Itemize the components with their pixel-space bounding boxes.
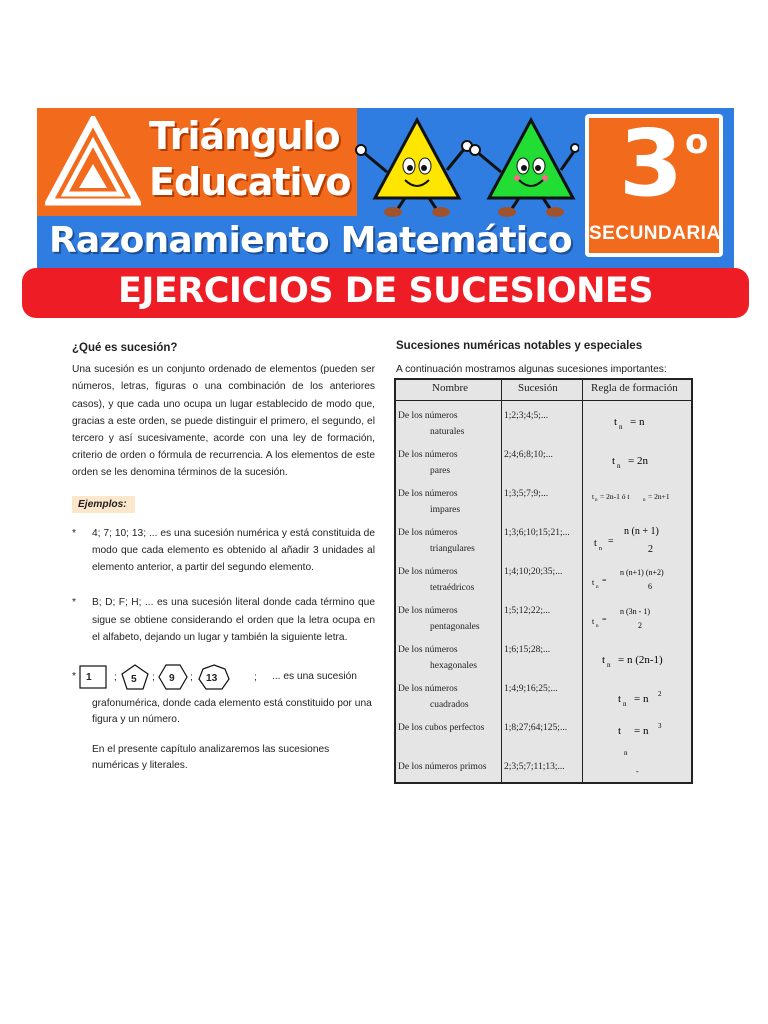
row-name-sub: naturales bbox=[430, 427, 465, 437]
question-heading: ¿Qué es sucesión? bbox=[72, 342, 178, 354]
svg-text:= 2n: = 2n bbox=[628, 455, 648, 467]
svg-text:-: - bbox=[636, 767, 639, 776]
row-rule bbox=[584, 604, 691, 643]
sequences-table bbox=[394, 378, 693, 784]
svg-text:n (n+1) (n+2): n (n+1) (n+2) bbox=[620, 568, 664, 577]
row-sequence: 1;2;3;4;5;... bbox=[504, 411, 549, 421]
row-sequence: 1;5;12;22;... bbox=[504, 606, 551, 616]
rule-formula-icon bbox=[584, 760, 691, 784]
svg-text:= n: = n bbox=[634, 693, 649, 705]
triangle-logo-icon bbox=[45, 116, 141, 208]
left-column bbox=[72, 340, 375, 774]
example-2-text: B; D; F; H; ... es una sucesión literal donde cada término que sigue se obtiene considerando el orden que la letra ocupa en el alfabeto, dejando un lugar y también la siguiente letra. bbox=[92, 597, 375, 643]
table-row bbox=[396, 760, 691, 799]
rule-formula-icon bbox=[584, 565, 691, 604]
separator: ; bbox=[254, 672, 257, 684]
row-rule bbox=[584, 526, 691, 565]
svg-text:n: n bbox=[596, 624, 599, 629]
svg-text:n (3n - 1): n (3n - 1) bbox=[620, 607, 650, 616]
page-title: EJERCICIOS DE SUCESIONES bbox=[117, 271, 654, 311]
svg-text:= 2n-1 ó t: = 2n-1 ó t bbox=[600, 492, 630, 501]
table-row bbox=[396, 643, 691, 682]
rule-formula-icon bbox=[584, 721, 691, 760]
svg-text:= 2n+1: = 2n+1 bbox=[648, 492, 670, 501]
table-row bbox=[396, 487, 691, 526]
svg-text:=: = bbox=[602, 576, 607, 585]
row-rule bbox=[584, 760, 691, 799]
row-name: De los números bbox=[398, 645, 458, 655]
row-name-sub: cuadrados bbox=[430, 700, 469, 710]
svg-text:= n: = n bbox=[630, 416, 645, 428]
grade-degree: o bbox=[685, 122, 709, 162]
row-name: De los números bbox=[398, 450, 458, 460]
row-sequence: 1;6;15;28;... bbox=[504, 645, 551, 655]
table-row bbox=[396, 682, 691, 721]
row-name: De los cubos perfectos bbox=[398, 723, 485, 733]
rule-formula-icon bbox=[584, 448, 691, 487]
svg-text:3: 3 bbox=[658, 722, 662, 730]
shape-number-1: 1 bbox=[86, 672, 92, 684]
row-name-sub: impares bbox=[430, 505, 461, 515]
rule-formula-icon bbox=[584, 409, 691, 448]
example-2 bbox=[72, 594, 375, 646]
shape-number-13: 13 bbox=[206, 673, 218, 685]
table-row bbox=[396, 448, 691, 487]
example-3-text: grafonumérica, donde cada elemento está constituido por una figura y un número. bbox=[92, 698, 372, 726]
subject-title: Razonamiento Matemático bbox=[49, 220, 572, 261]
svg-text:t: t bbox=[592, 617, 595, 626]
row-sequence: 1;3;5;7;9;... bbox=[504, 489, 549, 499]
row-name: De los números primos bbox=[398, 762, 487, 772]
table-header-sequence: Sucesión bbox=[518, 382, 558, 394]
right-intro: A continuación mostramos algunas sucesiones importantes: bbox=[396, 364, 667, 375]
example-3-shapes bbox=[72, 664, 375, 690]
separator: ; bbox=[114, 672, 117, 684]
definition-paragraph: Una sucesión es un conjunto ordenado de elementos (pueden ser números, letras, figuras o una combinación de los anteriores casos), y que cada uno ocupa un lugar establecido de modo que, gracias a este orden, se puede distinguir el primero, el segundo, el tercero y así sucesivamente, acorde con una ley de formación, criterio de orden o fórmula de recurrencia. A los elementos de este orden se les denomina términos de la sucesión. bbox=[72, 364, 375, 479]
svg-text:2: 2 bbox=[648, 544, 653, 555]
svg-text:n: n bbox=[617, 462, 621, 470]
table-row bbox=[396, 409, 691, 448]
row-sequence: 1;3;6;10;15;21;... bbox=[504, 528, 570, 538]
examples-label-wrap bbox=[72, 496, 375, 513]
svg-text:n: n bbox=[624, 749, 628, 757]
svg-text:t: t bbox=[592, 492, 595, 501]
rule-formula-icon bbox=[584, 604, 691, 643]
row-rule bbox=[584, 409, 691, 448]
row-rule bbox=[584, 643, 691, 682]
shape-number-5: 5 bbox=[131, 674, 137, 686]
row-sequence: 1;8;27;64;125;... bbox=[504, 723, 568, 733]
row-name-sub: tetraédricos bbox=[430, 583, 475, 593]
svg-text:t: t bbox=[594, 538, 597, 549]
logo-line-2: Educativo bbox=[149, 160, 351, 204]
svg-text:t: t bbox=[612, 455, 616, 467]
table-row bbox=[396, 604, 691, 643]
svg-text:2: 2 bbox=[638, 621, 642, 630]
row-rule bbox=[584, 487, 691, 526]
svg-text:2: 2 bbox=[658, 690, 662, 698]
bullet-star: * bbox=[72, 597, 76, 609]
bullet-star: * bbox=[72, 671, 76, 683]
logo-box bbox=[37, 108, 357, 216]
row-name: De los números bbox=[398, 684, 458, 694]
svg-text:n: n bbox=[643, 498, 646, 503]
row-name: De los números bbox=[398, 528, 458, 538]
table-row bbox=[396, 526, 691, 565]
square-shape-icon bbox=[78, 664, 112, 690]
rule-formula-icon bbox=[584, 682, 691, 721]
row-name-sub: triangulares bbox=[430, 544, 475, 554]
row-name: De los números bbox=[398, 606, 458, 616]
row-sequence: 1;4;9;16;25;... bbox=[504, 684, 558, 694]
grade-badge bbox=[585, 110, 723, 257]
rule-formula-icon bbox=[584, 643, 691, 682]
table-header-name: Nombre bbox=[432, 382, 469, 394]
table-row bbox=[396, 721, 691, 760]
svg-text:t: t bbox=[618, 693, 622, 705]
svg-text:n: n bbox=[599, 546, 602, 552]
svg-text:t: t bbox=[602, 654, 606, 666]
row-rule bbox=[584, 565, 691, 604]
grade-number: 3 bbox=[619, 110, 684, 217]
row-rule bbox=[584, 448, 691, 487]
svg-text:t: t bbox=[614, 416, 618, 428]
svg-text:n: n bbox=[595, 498, 598, 503]
triangle-mascots-icon bbox=[349, 112, 579, 220]
svg-text:=: = bbox=[608, 536, 614, 547]
example-1-text: 4; 7; 10; 13; ... es una sucesión numérica y está constituida de modo que cada elemento es obtenido al añadir 3 unidades al elemento anterior, a partir del segundo elemento. bbox=[92, 527, 375, 574]
svg-text:t: t bbox=[592, 578, 595, 587]
rule-formula-icon bbox=[584, 526, 691, 565]
svg-text:= n (2n-1): = n (2n-1) bbox=[618, 654, 663, 666]
svg-text:n: n bbox=[619, 423, 623, 431]
row-name: De los números bbox=[398, 411, 458, 421]
row-name: De los números bbox=[398, 567, 458, 577]
closing-paragraph: En el presente capítulo analizaremos las sucesiones numéricas y literales. bbox=[92, 744, 330, 772]
svg-text:6: 6 bbox=[648, 582, 652, 591]
svg-text:n: n bbox=[607, 661, 611, 669]
row-sequence: 1;4;10;20;35;... bbox=[504, 567, 563, 577]
row-name: De los números bbox=[398, 489, 458, 499]
svg-text:t: t bbox=[618, 725, 622, 737]
row-name-sub: pares bbox=[430, 466, 451, 476]
example-1 bbox=[72, 525, 375, 577]
svg-text:n: n bbox=[596, 585, 599, 590]
svg-text:n: n bbox=[623, 700, 627, 708]
right-heading: Sucesiones numéricas notables y especiales bbox=[396, 340, 643, 352]
svg-text:n (n + 1): n (n + 1) bbox=[624, 526, 659, 537]
row-name-sub: hexagonales bbox=[430, 661, 477, 671]
row-name-sub: pentagonales bbox=[430, 622, 480, 632]
svg-text:= n: = n bbox=[634, 725, 649, 737]
bullet-star: * bbox=[72, 527, 76, 539]
row-rule bbox=[584, 682, 691, 721]
row-sequence: 2;4;6;8;10;... bbox=[504, 450, 553, 460]
row-rule bbox=[584, 721, 691, 760]
table-header-rule bbox=[396, 400, 691, 401]
separator: ; bbox=[190, 672, 193, 684]
table-header-rule-label: Regla de formación bbox=[591, 382, 678, 394]
table-row bbox=[396, 565, 691, 604]
shape-number-9: 9 bbox=[169, 673, 175, 685]
separator: ; bbox=[152, 672, 155, 684]
logo-line-1: Triángulo bbox=[149, 114, 340, 158]
rule-formula-icon bbox=[584, 487, 691, 526]
svg-text:=: = bbox=[602, 615, 607, 624]
header-banner bbox=[37, 108, 734, 270]
example-3-tail: ... es una sucesión bbox=[272, 671, 357, 683]
grade-level: SECUNDARIA bbox=[589, 223, 721, 244]
title-bar bbox=[22, 268, 749, 318]
examples-label: Ejemplos: bbox=[72, 496, 135, 513]
row-sequence: 2;3;5;7;11;13;... bbox=[504, 762, 565, 772]
